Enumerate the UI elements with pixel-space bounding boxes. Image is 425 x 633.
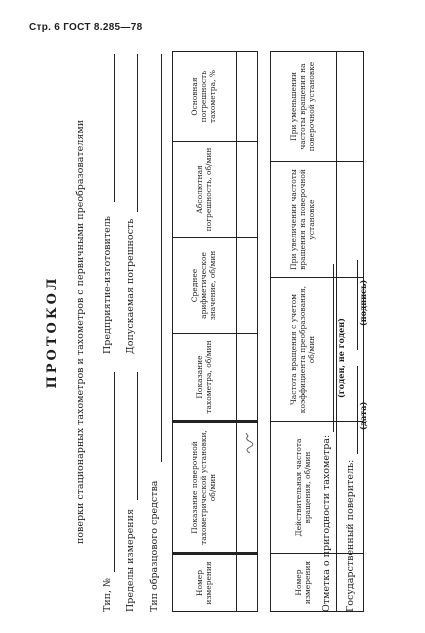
- t1-cell: [237, 142, 258, 238]
- t1-cell: [237, 52, 258, 142]
- signature-note: (подпись): [358, 279, 368, 326]
- t2-cell: [337, 52, 364, 162]
- manufacturer-line: [114, 54, 115, 202]
- suitability-note: (годен, не годен): [336, 318, 346, 398]
- t2-cell: [337, 162, 364, 278]
- table-1: [172, 51, 258, 612]
- type-label: Тип, №: [102, 577, 113, 612]
- range-line: [137, 372, 138, 500]
- page-header: Стр. 6 ГОСТ 8.285—78: [29, 22, 143, 33]
- protocol-subtitle: поверки стационарных тахометров и тахометров с первичными преобразователями: [75, 119, 86, 545]
- t1-header-abs-error: Абсолютная погрешность, об/мин: [173, 142, 237, 238]
- error-label: Допускаемая погрешность: [125, 218, 136, 354]
- t1-header-base-error: Основная погрешность тахометра, %: [173, 52, 237, 142]
- t2-header-number: Номер измерения: [271, 554, 337, 612]
- t1-header-number: Номер измерения: [173, 554, 237, 612]
- t1-header-standard-reading: Показание поверочной тахометрической установки, об/мин: [173, 422, 237, 554]
- t1-cell: [237, 554, 258, 612]
- handwritten-mark: [242, 432, 256, 454]
- standard-line: [161, 54, 162, 462]
- t1-header-reading: Показание тахометра, об/мин: [173, 334, 237, 422]
- manufacturer-label: Предприятие-изготовитель: [102, 216, 113, 354]
- t1-cell: [237, 334, 258, 422]
- t1-cell: [237, 238, 258, 334]
- t2-header-increase: При увеличении частоты вращения на поверочной установке: [271, 162, 337, 278]
- verifier-label: Государственный поверитель:: [345, 459, 356, 612]
- range-label: Пределы измерения: [125, 509, 136, 612]
- standard-label: Тип образцового средства: [149, 480, 160, 612]
- protocol-form: [28, 52, 368, 612]
- date-note: (дата): [358, 401, 368, 430]
- suitability-line: [333, 264, 334, 432]
- type-line: [114, 372, 115, 572]
- suitability-label: Отметка о пригодности тахометра:: [321, 434, 332, 612]
- error-line: [137, 54, 138, 212]
- t2-header-decrease: При уменьшении частоты вращения на поверочной установке: [271, 52, 337, 162]
- protocol-title: ПРОТОКОЛ: [45, 275, 60, 389]
- t1-header-mean: Среднее арифметическое значение, об/мин: [173, 238, 237, 334]
- t2-header-actual-speed: Действительная частота вращения, об/мин: [271, 422, 337, 554]
- t2-header-coef-speed: Частота вращения с учетом коэффициента преобразования, об/мин: [271, 278, 337, 422]
